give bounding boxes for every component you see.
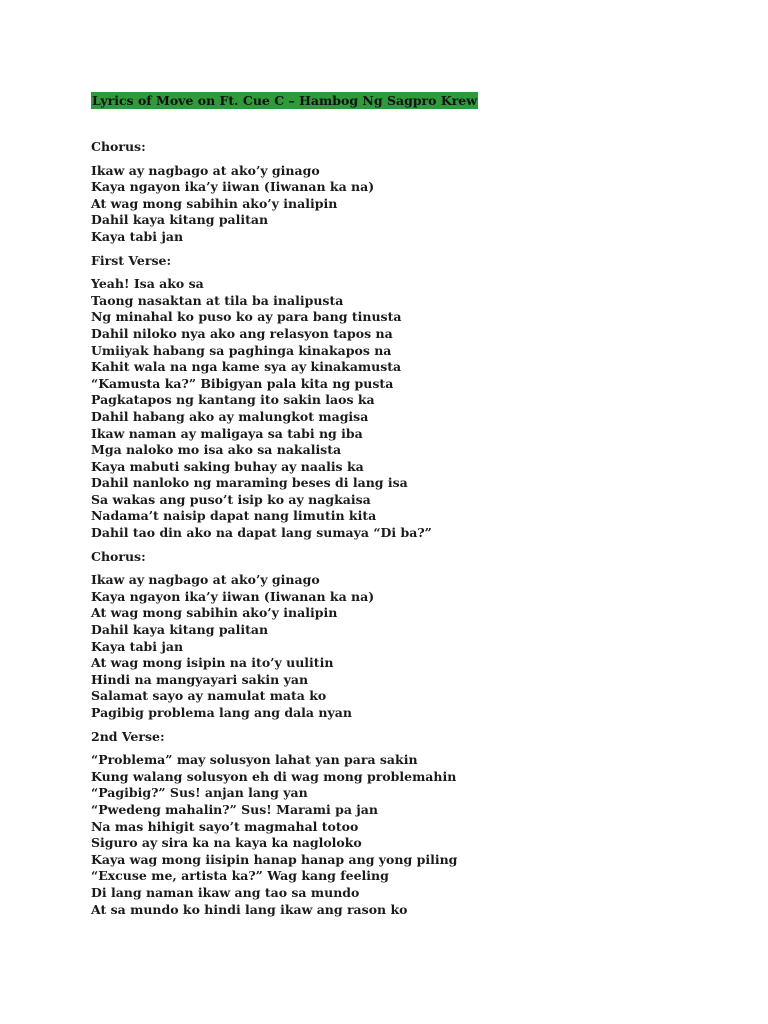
lyric-line: Kahit wala na nga kame sya ay kinakamusta [91, 359, 402, 375]
lyric-line: Dahil niloko nya ako ang relasyon tapos na [91, 325, 393, 341]
section-label: 2nd Verse: [91, 728, 165, 744]
lyric-line: Yeah! Isa ako sa [91, 276, 204, 292]
lyric-line: Kaya ngayon ika’y iiwan (Iiwanan ka na) [91, 179, 375, 195]
lyric-line: Kaya tabi jan [91, 228, 184, 244]
lyric-line: “Pwedeng mahalin?” Sus! Marami pa jan [91, 801, 378, 817]
lyric-line: Kaya tabi jan [91, 638, 184, 654]
section-label: Chorus: [91, 548, 146, 564]
lyric-line: “Kamusta ka?” Bibigyan pala kita ng pusta [91, 375, 394, 391]
lyric-line: Hindi na mangyayari sakin yan [91, 671, 309, 687]
lyric-line: Sa wakas ang puso’t isip ko ay nagkaisa [91, 491, 371, 507]
stanza [91, 752, 731, 918]
lyric-line: At wag mong sabihin ako’y inalipin [91, 195, 338, 211]
lyric-line: “Excuse me, artista ka?” Wag kang feeling [91, 868, 389, 884]
lyric-line: Umiiyak habang sa paghinga kinakapos na [91, 342, 392, 358]
lyric-line: At sa mundo ko hindi lang ikaw ang rason ko [91, 901, 408, 917]
stanza [91, 163, 731, 246]
lyric-line: “Problema” may solusyon lahat yan para sakin [91, 752, 418, 768]
lyrics-content [91, 92, 731, 925]
lyric-line: Dahil kaya kitang palitan [91, 212, 269, 228]
lyric-line: Kaya ngayon ika’y iiwan (Iiwanan ka na) [91, 588, 375, 604]
lyric-line: Ikaw ay nagbago at ako’y ginago [91, 162, 320, 178]
lyric-line: Mga naloko mo isa ako sa nakalista [91, 442, 342, 458]
lyric-line: At wag mong isipin na ito’y uulitin [91, 655, 334, 671]
lyric-line: Kung walang solusyon eh di wag mong problemahin [91, 768, 457, 784]
lyric-line: Na mas hihigit sayo’t magmahal totoo [91, 818, 359, 834]
section-first-verse [91, 253, 731, 542]
stanza [91, 276, 731, 542]
stanza [91, 572, 731, 721]
lyric-line: Taong nasaktan at tila ba inalipusta [91, 292, 344, 308]
lyric-line: Pagibig problema lang ang dala nyan [91, 705, 352, 720]
lyric-line: Salamat sayo ay namulat mata ko [91, 688, 327, 704]
lyric-line: Ng minahal ko puso ko ay para bang tinusta [91, 309, 402, 325]
lyric-line: Dahil nanloko ng maraming beses di lang isa [91, 475, 408, 491]
lyric-line: Ikaw naman ay maligaya sa tabi ng iba [91, 425, 363, 441]
lyric-line: Dahil habang ako ay malungkot magisa [91, 408, 369, 424]
lyric-line: Dahil kaya kitang palitan [91, 622, 269, 638]
section-label: First Verse: [91, 252, 172, 268]
lyric-line: Kaya mabuti saking buhay ay naalis ka [91, 458, 364, 474]
document-title: Lyrics of Move on Ft. Cue C – Hambog Ng Sagpro Krew [92, 93, 477, 108]
lyric-line: “Pagibig?” Sus! anjan lang yan [91, 785, 308, 801]
lyric-line: Dahil tao din ako na dapat lang sumaya “Di ba?” [91, 525, 432, 541]
lyric-line: Kaya wag mong iisipin hanap hanap ang yong piling [91, 851, 458, 867]
lyric-line: Di lang naman ikaw ang tao sa mundo [91, 884, 360, 900]
lyric-line: Pagkatapos ng kantang ito sakin laos ka [91, 392, 375, 408]
section-second-verse [91, 729, 731, 919]
lyric-line: Ikaw ay nagbago at ako’y ginago [91, 572, 320, 588]
section-chorus-2 [91, 549, 731, 722]
section-label: Chorus: [91, 139, 146, 154]
lyric-line: Nadama’t naisip dapat nang limutin kita [91, 508, 377, 524]
lyric-line: Siguro ay sira ka na kaya ka nagloloko [91, 835, 362, 851]
section-chorus-1 [91, 139, 731, 246]
lyric-line: At wag mong sabihin ako’y inalipin [91, 605, 338, 621]
